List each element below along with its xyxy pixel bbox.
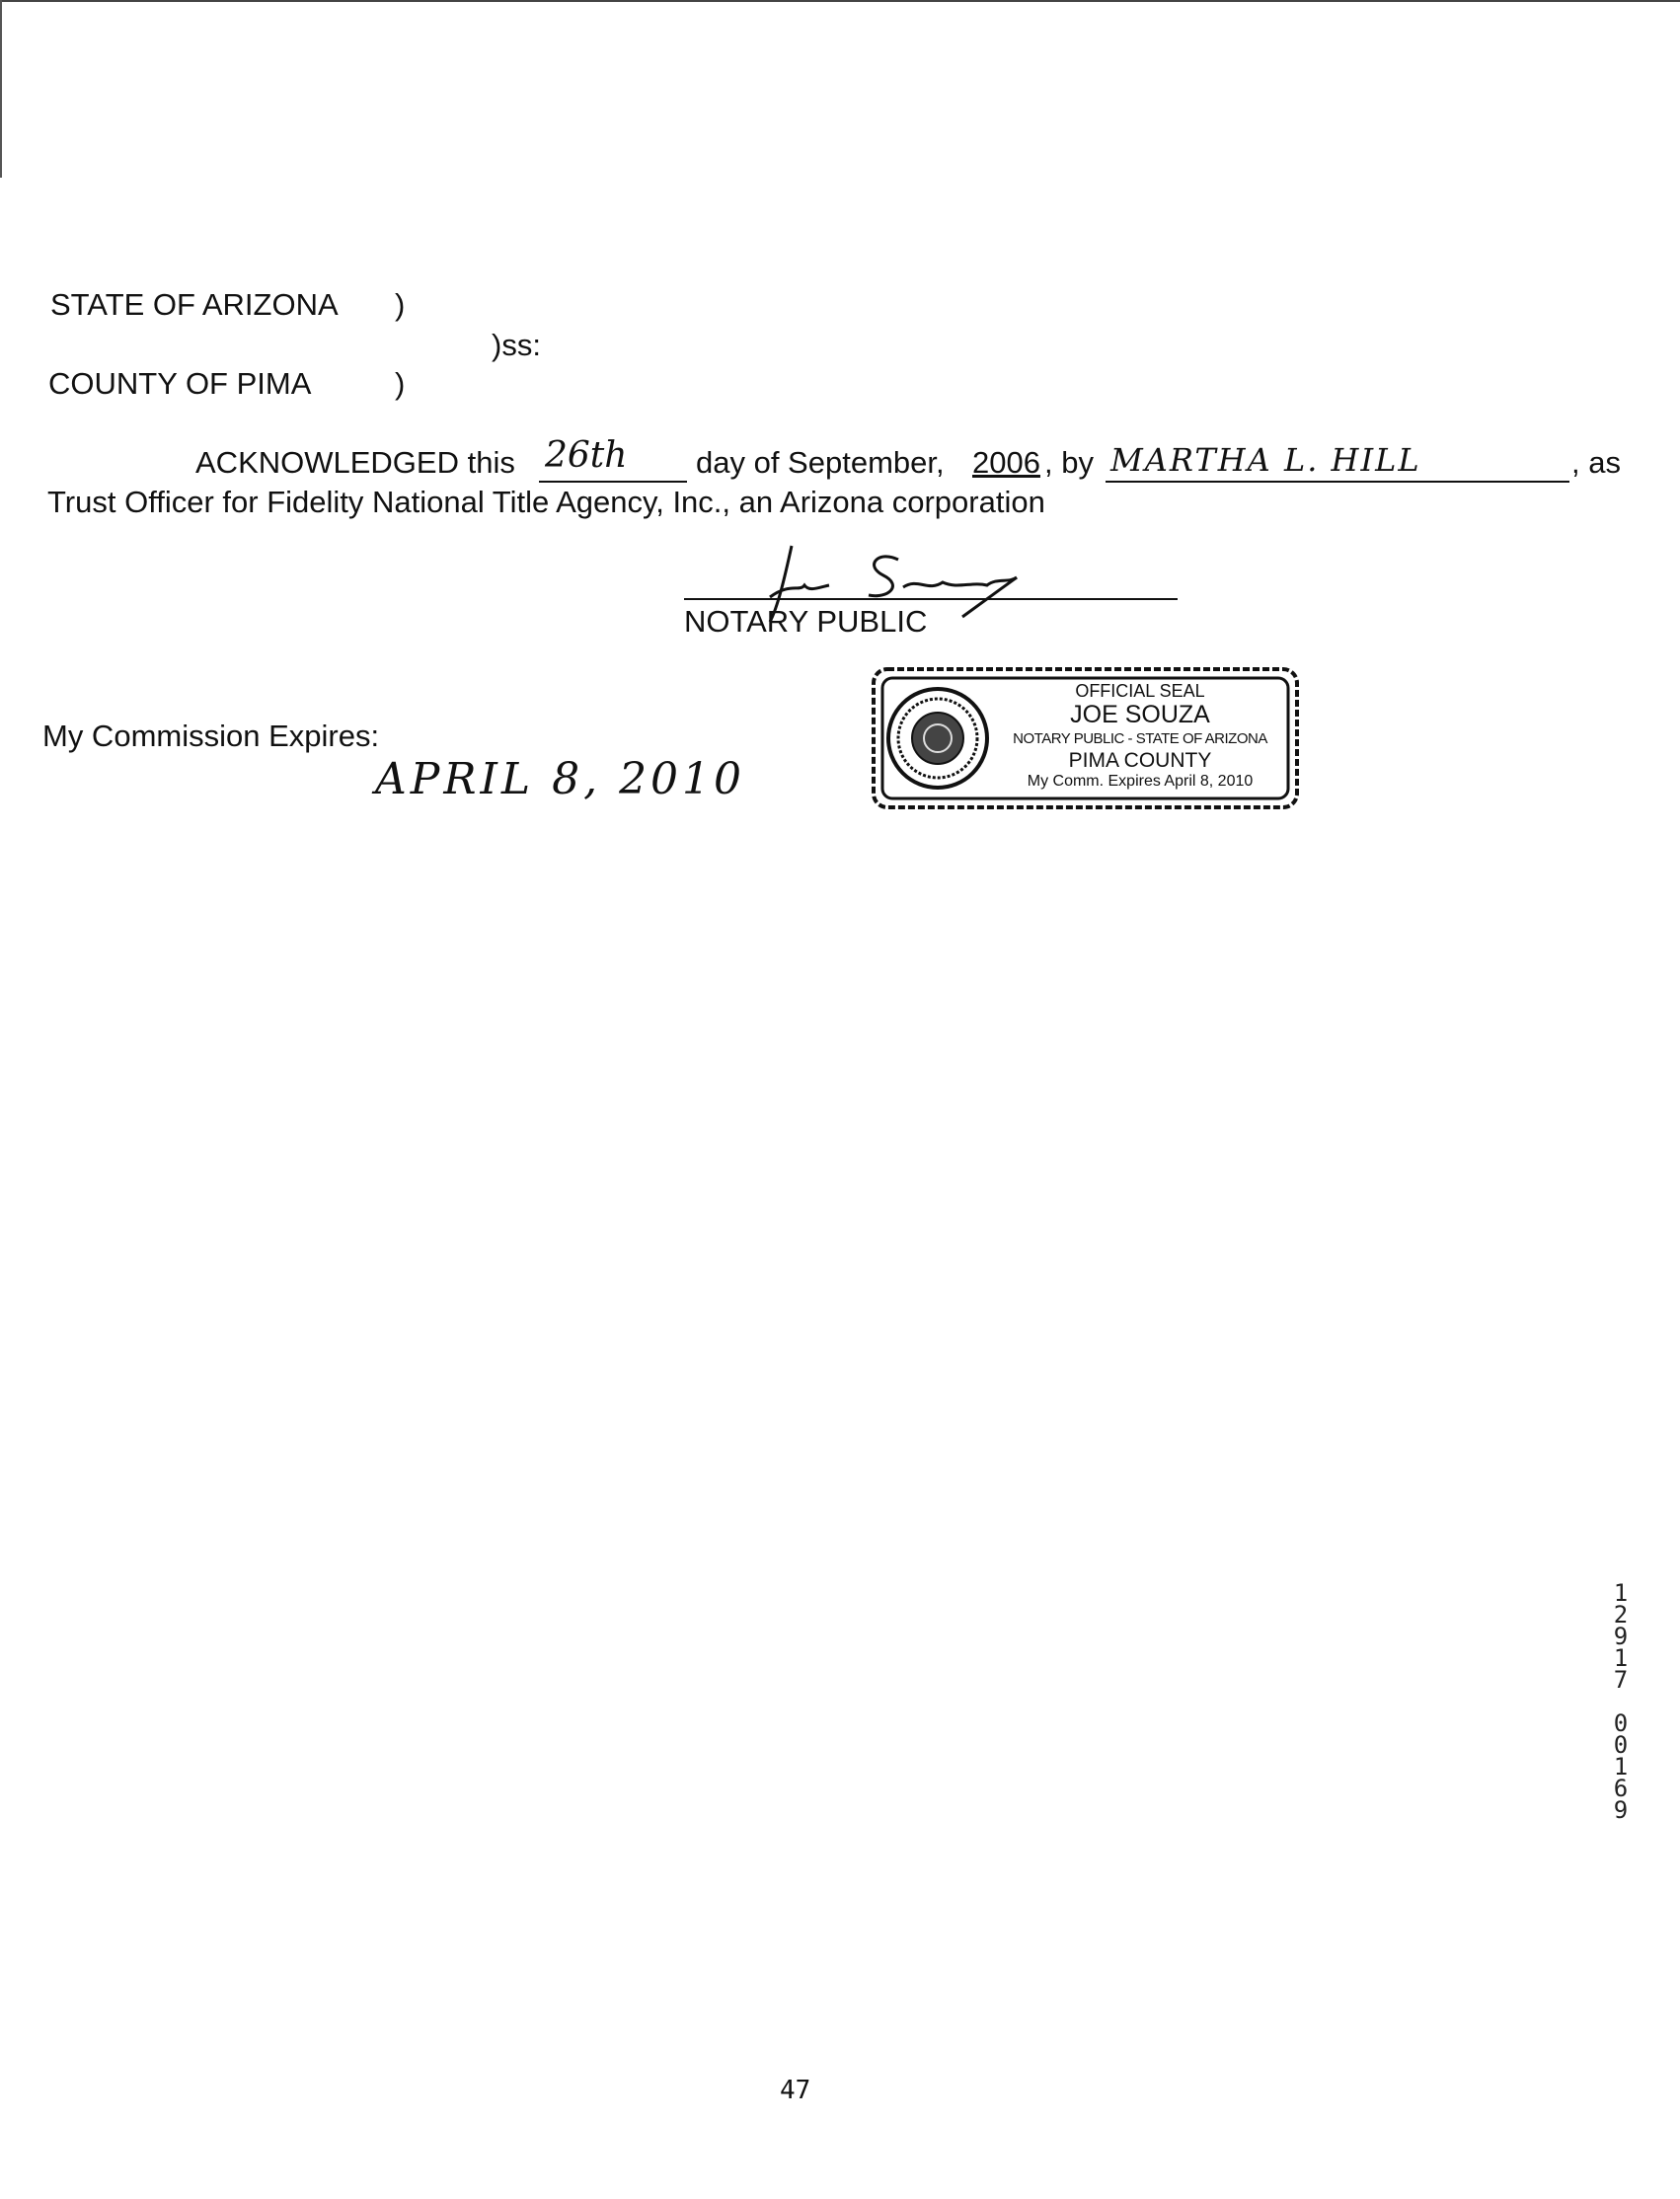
ack-year: 2006 [972, 445, 1040, 480]
ack-signer-handwritten: MARTHA L. HILL [1110, 441, 1421, 479]
seal-line-notary: NOTARY PUBLIC - STATE OF ARIZONA [1013, 730, 1267, 747]
venue-state: STATE OF ARIZONA [50, 287, 339, 322]
recording-digit: 0 [1613, 1709, 1629, 1737]
scan-top-edge [0, 0, 1680, 2]
recording-digit: 9 [1613, 1796, 1629, 1824]
recording-digit: 7 [1613, 1666, 1629, 1694]
seal-line-official: OFFICIAL SEAL [1075, 681, 1205, 701]
recording-digit: 9 [1613, 1623, 1629, 1650]
commission-label: My Commission Expires: [42, 719, 380, 753]
venue-county: COUNTY OF PIMA [48, 366, 312, 401]
ack-month-text: day of September, [696, 445, 945, 480]
ack-by-text: , by [1044, 445, 1094, 480]
recording-digit: 1 [1613, 1644, 1629, 1672]
seal-line-county: PIMA COUNTY [1068, 749, 1212, 772]
recording-digit: 6 [1613, 1775, 1629, 1802]
recording-number [1609, 1579, 1633, 1824]
ack-lead-text: ACKNOWLEDGED this [195, 445, 515, 480]
seal-line-name: JOE SOUZA [1070, 701, 1210, 728]
scan-left-edge [0, 0, 2, 178]
recording-digit: 1 [1613, 1579, 1629, 1607]
ack-day-blank [539, 481, 687, 483]
ack-line2: Trust Officer for Fidelity National Title Agency, Inc., an Arizona corporation [47, 485, 1045, 519]
venue-state-paren: ) [395, 287, 406, 322]
notary-public-label: NOTARY PUBLIC [684, 604, 928, 639]
page-number: 47 [780, 2076, 811, 2105]
recording-digit: 0 [1613, 1731, 1629, 1759]
seal-line-expires: My Comm. Expires April 8, 2010 [1027, 773, 1254, 790]
recording-digit: 2 [1613, 1601, 1629, 1629]
recording-digit: 1 [1613, 1753, 1629, 1781]
commission-date-handwritten: APRIL 8, 2010 [375, 754, 746, 804]
ack-signer-blank [1106, 481, 1569, 483]
ack-as-text: , as [1571, 445, 1621, 480]
venue-county-paren: ) [395, 366, 406, 401]
ack-day-handwritten: 26th [545, 435, 628, 476]
venue-ss: )ss: [492, 328, 541, 362]
